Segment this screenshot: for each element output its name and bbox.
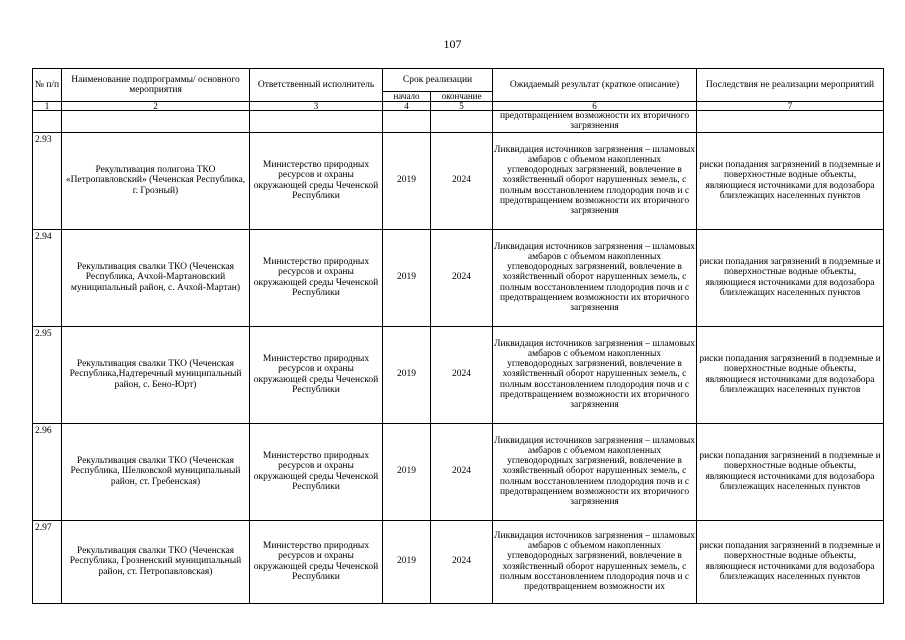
table-row — [33, 132, 884, 229]
header-executor: Ответственный исполнитель — [250, 69, 383, 102]
row-name: Рекультивация полигона ТКО «Петропавловский» (Чеченская Республика, г. Грозный) — [62, 132, 250, 229]
column-number: 3 — [250, 102, 383, 111]
row-end: 2024 — [431, 229, 493, 326]
row-start: 2019 — [383, 423, 431, 520]
row-start: 2019 — [383, 520, 431, 603]
continuation-cell — [250, 111, 383, 133]
row-name: Рекультивация свалки ТКО (Чеченская Республика,Надтеречный муниципальный район, с. Бено-Юрт) — [62, 326, 250, 423]
row-result: Ликвидация источников загрязнения – шламовых амбаров с объемом накопленных углеводородных загрязнений, вовлечение в хозяйственный оборот нарушенных земель, с полным восстановлением плодородия почв и с предотвращением возможности их вторичного загрязнения — [493, 229, 697, 326]
row-start: 2019 — [383, 229, 431, 326]
row-num: 2.94 — [33, 229, 62, 326]
row-result: Ликвидация источников загрязнения – шламовых амбаров с объемом накопленных углеводородных загрязнений, вовлечение в хозяйственный оборот нарушенных земель, с полным восстановлением плодородия почв и с предотвращением возможности их — [493, 520, 697, 603]
page-number: 107 — [443, 37, 462, 51]
header-end: окончание — [431, 92, 493, 102]
row-name: Рекультивация свалки ТКО (Чеченская Республика, Ачхой-Мартановский муниципальный район, с. Ачхой-Мартан) — [62, 229, 250, 326]
continuation-cell — [697, 111, 884, 133]
row-executor: Министерство природных ресурсов и охраны окружающей среды Чеченской Республики — [250, 229, 383, 326]
header-period: Срок реализации — [383, 69, 493, 92]
row-num: 2.97 — [33, 520, 62, 603]
row-executor: Министерство природных ресурсов и охраны окружающей среды Чеченской Республики — [250, 423, 383, 520]
program-table — [32, 68, 884, 604]
column-number: 2 — [62, 102, 250, 111]
row-name: Рекультивация свалки ТКО (Чеченская Республика, Шелковской муниципальный район, ст. Гребенская) — [62, 423, 250, 520]
row-result: Ликвидация источников загрязнения – шламовых амбаров с объемом накопленных углеводородных загрязнений, вовлечение в хозяйственный оборот нарушенных земель, с полным восстановлением плодородия почв и с предотвращением возможности их вторичного загрязнения — [493, 132, 697, 229]
row-consequences: риски попадания загрязнений в подземные и поверхностные водные объекты, являющиеся источниками для водозабора близлежащих населенных пунктов — [697, 423, 884, 520]
table-header — [33, 69, 884, 102]
header-start: начало — [383, 92, 431, 102]
row-name: Рекультивация свалки ТКО (Чеченская Республика, Грозненский муниципальный район, ст. Петропавловская) — [62, 520, 250, 603]
header-name: Наименование подпрограммы/ основного мероприятия — [62, 69, 250, 102]
header-result: Ожидаемый результат (краткое описание) — [493, 69, 697, 102]
column-number: 6 — [493, 102, 697, 111]
continuation-row — [33, 111, 884, 133]
table-body — [33, 102, 884, 604]
row-start: 2019 — [383, 132, 431, 229]
row-start: 2019 — [383, 326, 431, 423]
row-num: 2.95 — [33, 326, 62, 423]
row-executor: Министерство природных ресурсов и охраны окружающей среды Чеченской Республики — [250, 520, 383, 603]
row-consequences: риски попадания загрязнений в подземные и поверхностные водные объекты, являющиеся источниками для водозабора близлежащих населенных пунктов — [697, 326, 884, 423]
row-end: 2024 — [431, 520, 493, 603]
row-num: 2.93 — [33, 132, 62, 229]
column-number: 7 — [697, 102, 884, 111]
table-row — [33, 229, 884, 326]
row-executor: Министерство природных ресурсов и охраны окружающей среды Чеченской Республики — [250, 132, 383, 229]
header-consequences: Последствия не реализации мероприятий — [697, 69, 884, 102]
row-num: 2.96 — [33, 423, 62, 520]
row-consequences: риски попадания загрязнений в подземные и поверхностные водные объекты, являющиеся источниками для водозабора близлежащих населенных пунктов — [697, 132, 884, 229]
continuation-cell — [431, 111, 493, 133]
row-result: Ликвидация источников загрязнения – шламовых амбаров с объемом накопленных углеводородных загрязнений, вовлечение в хозяйственный оборот нарушенных земель, с полным восстановлением плодородия почв и с предотвращением возможности их вторичного загрязнения — [493, 423, 697, 520]
continuation-cell — [383, 111, 431, 133]
continuation-result: предотвращением возможности их вторичного загрязнения — [493, 111, 697, 133]
row-result: Ликвидация источников загрязнения – шламовых амбаров с объемом накопленных углеводородных загрязнений, вовлечение в хозяйственный оборот нарушенных земель, с полным восстановлением плодородия почв и с предотвращением возможности их вторичного загрязнения — [493, 326, 697, 423]
row-end: 2024 — [431, 326, 493, 423]
table-row — [33, 520, 884, 603]
column-number-row — [33, 102, 884, 111]
table-row — [33, 326, 884, 423]
column-number: 1 — [33, 102, 62, 111]
header-num: № п/п — [33, 69, 62, 102]
row-end: 2024 — [431, 132, 493, 229]
continuation-cell — [62, 111, 250, 133]
column-number: 4 — [383, 102, 431, 111]
row-executor: Министерство природных ресурсов и охраны окружающей среды Чеченской Республики — [250, 326, 383, 423]
table-row — [33, 423, 884, 520]
row-consequences: риски попадания загрязнений в подземные и поверхностные водные объекты, являющиеся источниками для водозабора близлежащих населенных пунктов — [697, 229, 884, 326]
header-row — [33, 69, 884, 92]
row-consequences: риски попадания загрязнений в подземные и поверхностные водные объекты, являющиеся источниками для водозабора близлежащих населенных пунктов — [697, 520, 884, 603]
row-end: 2024 — [431, 423, 493, 520]
continuation-cell — [33, 111, 62, 133]
column-number: 5 — [431, 102, 493, 111]
